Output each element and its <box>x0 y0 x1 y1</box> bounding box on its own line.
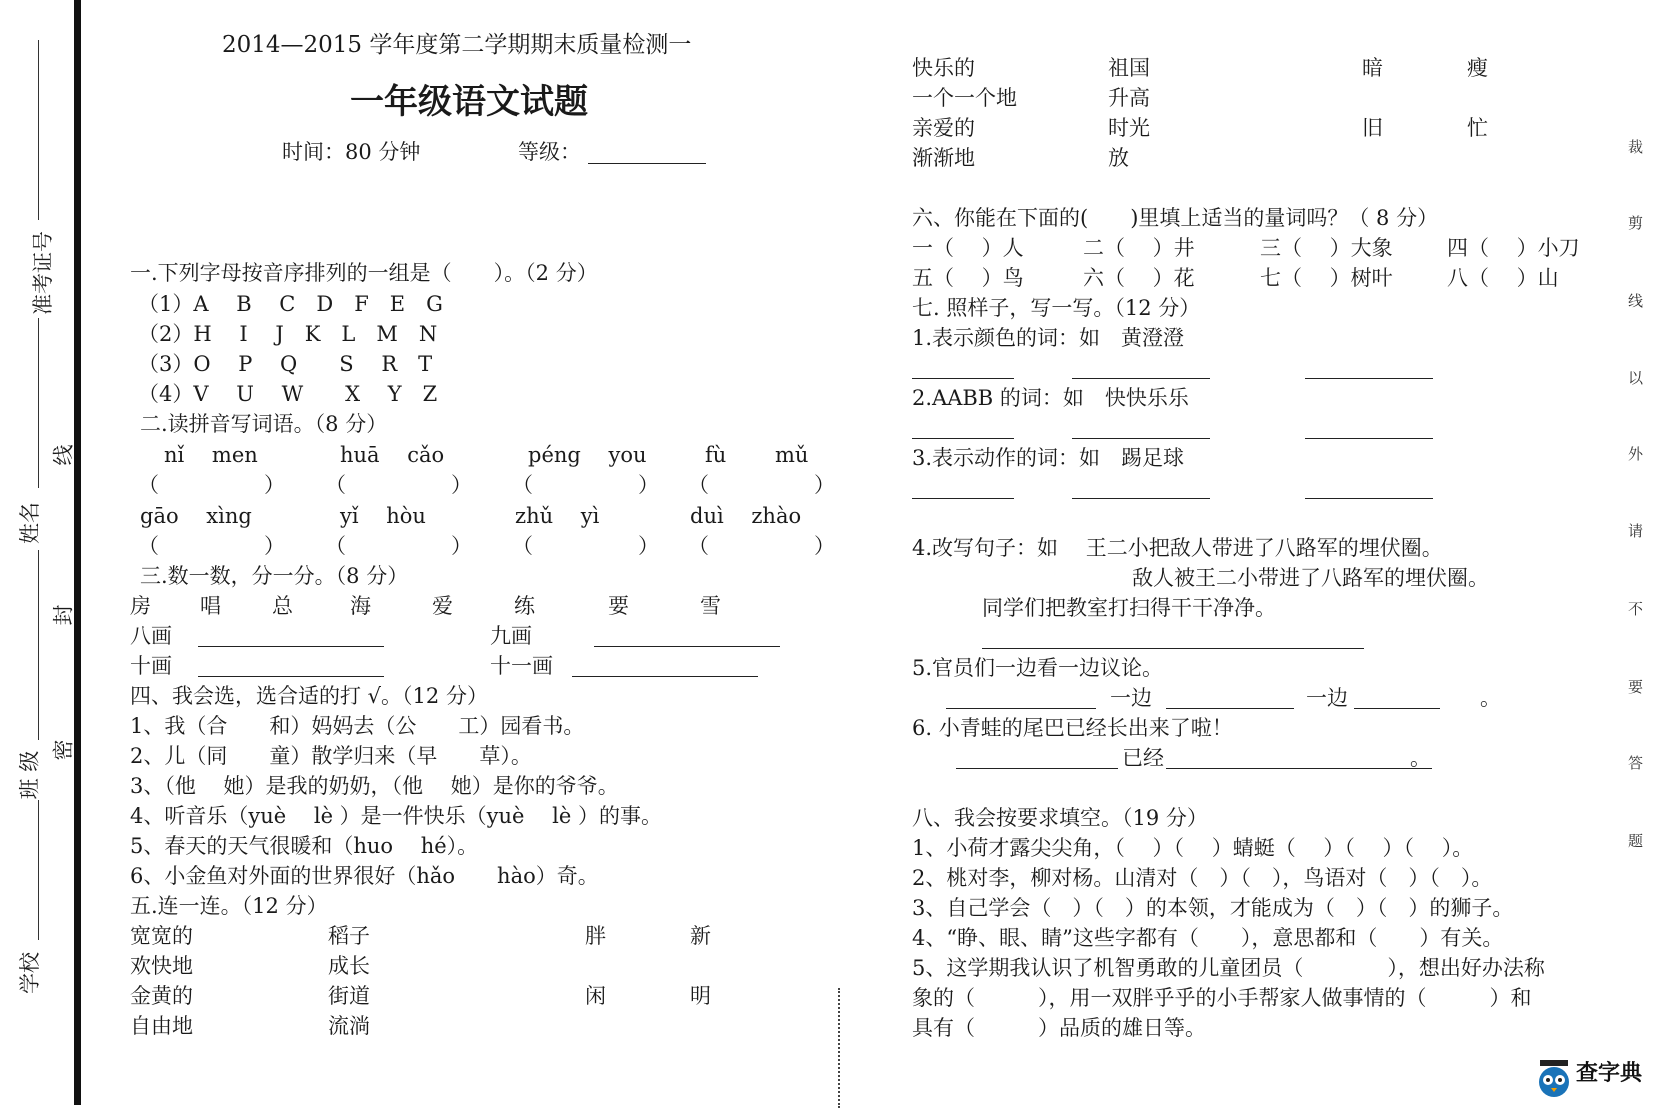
cut-warning-char: 以 <box>1628 369 1644 387</box>
q7-example: 敌人被王二小带进了八路军的埋伏圈。 <box>1132 566 1489 590</box>
q8-item: 象的（ ），用一双胖乎乎的小手帮家人做事情的（ ）和 <box>912 986 1532 1010</box>
q7-blank[interactable] <box>1166 768 1432 769</box>
q2-title: 二.读拼音写词语。（8 分） <box>140 412 388 436</box>
cut-warning-char: 剪 <box>1628 214 1644 232</box>
cut-warning-char: 裁 <box>1628 138 1644 156</box>
q5-word: 渐渐地 <box>912 146 975 170</box>
q2-answer-box[interactable]: （ ） <box>512 473 659 497</box>
q5-word: 闲 <box>585 984 606 1008</box>
q6-item: 一（ ）人 <box>912 236 1024 260</box>
q1-title: 一.下列字母按音序排列的一组是（ ）。（2 分） <box>130 261 598 285</box>
q7-blank[interactable] <box>912 378 1014 379</box>
q6-item: 五（ ）鸟 <box>912 266 1024 290</box>
q7-sub: 4.改写句子：如 王二小把敌人带进了八路军的埋伏圈。 <box>912 536 1443 560</box>
grade-blank[interactable] <box>588 163 706 164</box>
q5-word: 亲爱的 <box>912 116 975 140</box>
cut-warning-char: 线 <box>1628 292 1644 310</box>
q7-blank[interactable] <box>1166 708 1294 709</box>
q5-word: 新 <box>690 924 711 948</box>
q2-answer-box[interactable]: （ ） <box>325 534 472 558</box>
q5-word: 宽宽的 <box>130 924 193 948</box>
q1-option: （4）V U W X Y Z <box>138 382 438 406</box>
q5-word: 升高 <box>1108 86 1150 110</box>
q4-item: 3、（他 她）是我的奶奶，（他 她）是你的爷爷。 <box>130 774 619 798</box>
q7-word: 一边 <box>1110 686 1152 710</box>
q6-title: 六、你能在下面的( )里填上适当的量词吗？（ 8 分） <box>912 206 1439 230</box>
q1-option: （3）O P Q S R T <box>138 352 433 376</box>
q1-option: （1）A B C D F E G <box>138 292 443 316</box>
q7-blank[interactable] <box>1072 378 1210 379</box>
q8-item: 具有（ ）品质的雄日等。 <box>912 1016 1206 1040</box>
q7-blank[interactable] <box>982 648 1364 649</box>
q2-pinyin: gāo xìng <box>140 504 252 528</box>
q6-item: 八（ ）山 <box>1447 266 1559 290</box>
q5-word: 欢快地 <box>130 954 193 978</box>
q3-label: 十一画 <box>490 654 553 678</box>
q2-pinyin: péng you <box>528 443 647 467</box>
cut-warning-char: 要 <box>1628 678 1644 696</box>
q8-title: 八、我会按要求填空。（19 分） <box>912 806 1208 830</box>
chazidian-logo <box>1534 1052 1644 1102</box>
q7-blank[interactable] <box>912 438 1014 439</box>
q2-pinyin: huā cǎo <box>340 443 445 467</box>
binding-line <box>38 318 39 488</box>
q3-char: 爱 <box>432 594 453 618</box>
q3-label: 九画 <box>490 624 532 648</box>
class-label: 班 级 <box>17 750 42 800</box>
binding-line <box>38 40 39 220</box>
q7-blank[interactable] <box>956 768 1118 769</box>
q3-title: 三.数一数，分一分。（8 分） <box>140 564 409 588</box>
q5-word: 自由地 <box>130 1014 193 1038</box>
q2-pinyin: yǐ hòu <box>340 504 426 528</box>
page-fold-line <box>838 988 840 1108</box>
q5-word: 忙 <box>1467 116 1488 140</box>
cut-warning-char: 请 <box>1628 522 1644 540</box>
q7-blank[interactable] <box>1354 708 1440 709</box>
q5-word: 金黄的 <box>130 984 193 1008</box>
q2-answer-box[interactable]: （ ） <box>688 534 835 558</box>
cut-warning-char: 不 <box>1628 600 1644 618</box>
q7-blank[interactable] <box>1072 498 1210 499</box>
q8-item: 2、桃对李，柳对杨。山清对（ ）（ ），鸟语对（ ）（ ）。 <box>912 866 1493 890</box>
q5-word: 街道 <box>328 984 370 1008</box>
q3-blank[interactable] <box>198 646 384 647</box>
q5-word: 时光 <box>1108 116 1150 140</box>
q7-title: 七. 照样子，写一写。（12 分） <box>912 296 1201 320</box>
q2-pinyin: duì zhào <box>690 504 802 528</box>
q5-word: 成长 <box>328 954 370 978</box>
q7-sub: 5.官员们一边看一边议论。 <box>912 656 1164 680</box>
q5-word: 胖 <box>585 924 606 948</box>
school-label: 学校 <box>18 952 42 994</box>
q6-item: 二（ ）井 <box>1083 236 1195 260</box>
cut-warning-char: 外 <box>1628 445 1644 463</box>
q2-pinyin: zhǔ yì <box>515 504 600 528</box>
q3-char: 要 <box>608 594 629 618</box>
q5-word: 祖国 <box>1108 56 1150 80</box>
q7-blank[interactable] <box>1305 378 1433 379</box>
q2-answer-box[interactable]: （ ） <box>325 473 472 497</box>
q3-char: 房 <box>130 594 151 618</box>
q5-word: 一个一个地 <box>912 86 1017 110</box>
grade-label: 等级： <box>518 140 581 164</box>
name-label: 姓名 <box>18 502 42 544</box>
q7-blank[interactable] <box>912 498 1014 499</box>
owl-icon <box>1534 1054 1574 1100</box>
q4-title: 四、我会选，选合适的打 √。（12 分） <box>130 684 488 708</box>
q2-answer-box[interactable]: （ ） <box>512 534 659 558</box>
q6-item: 四（ ）小刀 <box>1447 236 1580 260</box>
q8-item: 4、“睁、眼、睛”这些字都有（ ），意思都和（ ）有关。 <box>912 926 1504 950</box>
q1-option: （2）H I J K L M N <box>138 322 438 346</box>
q7-sub: 6. 小青蛙的尾巴已经长出来了啦！ <box>912 716 1233 740</box>
q3-char: 唱 <box>200 594 221 618</box>
exam-title: 一年级语文试题 <box>350 82 588 122</box>
q3-char: 总 <box>272 594 293 618</box>
q6-item: 三（ ）大象 <box>1260 236 1393 260</box>
q8-item: 5、这学期我认识了机智勇敢的儿童团员（ ），想出好办法称 <box>912 956 1545 980</box>
cut-warning-char: 答 <box>1628 754 1644 772</box>
logo-text: 查字典 <box>1576 1061 1643 1086</box>
q5-word: 稻子 <box>328 924 370 948</box>
q7-sub: 3.表示动作的词：如 踢足球 <box>912 446 1185 470</box>
q5-word: 明 <box>690 984 711 1008</box>
q4-item: 2、儿（同 童）散学归来（早 草）。 <box>130 744 532 768</box>
binding-line <box>38 550 39 740</box>
q5-title: 五.连一连。（12 分） <box>130 894 328 918</box>
q3-char: 练 <box>514 594 535 618</box>
q7-sub: 1.表示颜色的词：如 黄澄澄 <box>912 326 1185 350</box>
q5-word: 快乐的 <box>912 56 975 80</box>
cut-warning-char: 题 <box>1628 832 1644 850</box>
q4-item: 1、我（合 和）妈妈去（公 工）园看书。 <box>130 714 585 738</box>
q2-pinyin: nǐ men <box>164 443 258 467</box>
q3-blank[interactable] <box>594 646 780 647</box>
q6-item: 六（ ）花 <box>1083 266 1195 290</box>
q3-char: 海 <box>350 594 371 618</box>
q5-word: 旧 <box>1362 116 1383 140</box>
exam-time: 时间：80 分钟 <box>282 140 421 164</box>
q7-sentence: 同学们把教室打扫得干干净净。 <box>982 596 1276 620</box>
q7-blank[interactable] <box>1305 438 1433 439</box>
q7-blank[interactable] <box>1305 498 1433 499</box>
q5-word: 瘦 <box>1467 56 1488 80</box>
q2-answer-box[interactable]: （ ） <box>138 473 285 497</box>
q8-item: 3、自己学会（ ）（ ）的本领，才能成为（ ）（ ）的狮子。 <box>912 896 1514 920</box>
q5-word: 流淌 <box>328 1014 370 1038</box>
seal-line-char: 线 <box>51 444 76 466</box>
q7-end: 。 <box>1480 686 1501 710</box>
q6-item: 七（ ）树叶 <box>1260 266 1393 290</box>
q2-answer-box[interactable]: （ ） <box>138 534 285 558</box>
q5-word: 暗 <box>1362 56 1383 80</box>
seal-feng-char: 封 <box>51 604 76 626</box>
q7-end: 。 <box>1410 746 1431 770</box>
q3-char: 雪 <box>700 594 721 618</box>
q7-sub: 2.AABB 的词：如 快快乐乐 <box>912 386 1189 410</box>
exam-id-label: 准考证号 <box>31 231 55 315</box>
q7-blank[interactable] <box>1072 438 1210 439</box>
seal-mi-char: 密 <box>51 739 76 761</box>
q7-word: 一边 <box>1306 686 1348 710</box>
q7-word: 已经 <box>1122 746 1164 770</box>
q7-blank[interactable] <box>946 708 1096 709</box>
exam-year-title: 2014—2015 学年度第二学期期末质量检测一 <box>222 32 692 58</box>
q8-item: 1、小荷才露尖尖角，（ ）（ ）蜻蜓（ ）（ ）（ ）。 <box>912 836 1474 860</box>
q3-blank[interactable] <box>198 676 384 677</box>
q4-item: 6、小金鱼对外面的世界很好（hǎo hào）奇。 <box>130 864 599 888</box>
q3-blank[interactable] <box>572 676 758 677</box>
q2-answer-box[interactable]: （ ） <box>688 473 835 497</box>
q3-label: 十画 <box>130 654 172 678</box>
q2-pinyin: fù mǔ <box>705 443 809 467</box>
binding-thick-line <box>74 0 81 1105</box>
binding-line <box>38 800 39 940</box>
q5-word: 放 <box>1108 146 1129 170</box>
q4-item: 5、春天的天气很暖和（huo hé）。 <box>130 834 479 858</box>
q4-item: 4、听音乐（yuè lè ）是一件快乐（yuè lè ）的事。 <box>130 804 662 828</box>
q3-label: 八画 <box>130 624 172 648</box>
